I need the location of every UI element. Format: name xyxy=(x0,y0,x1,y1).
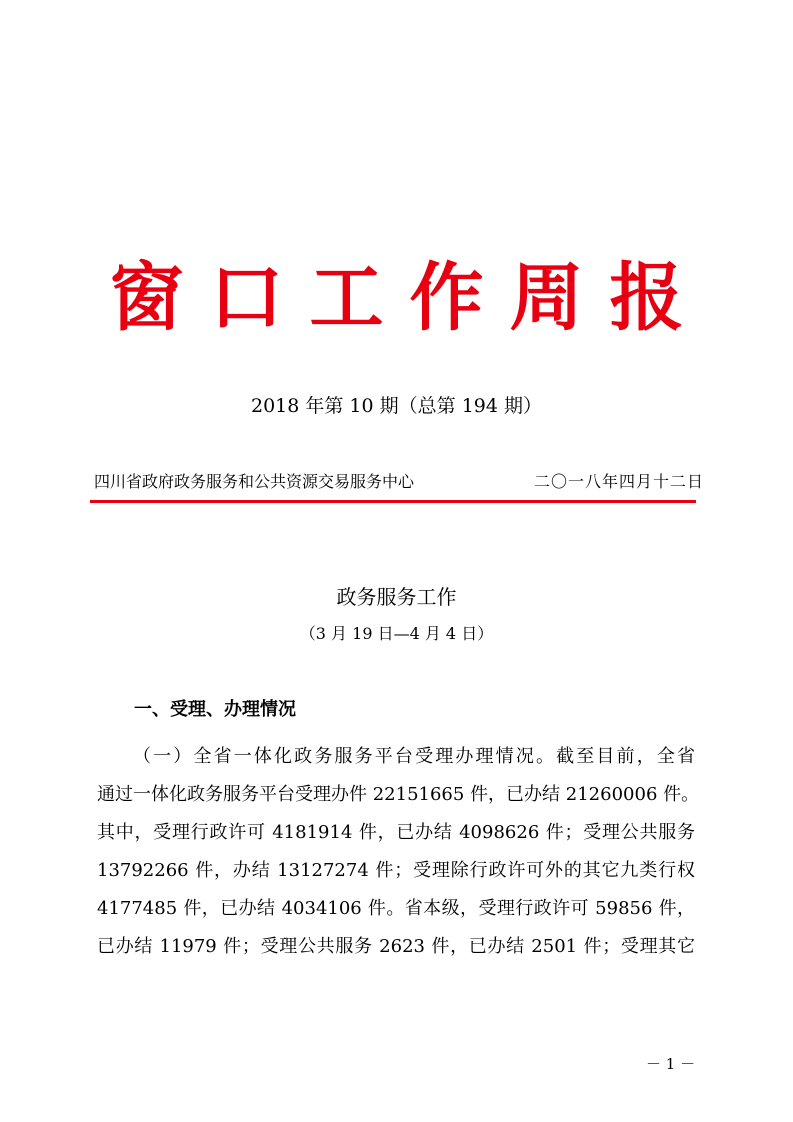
paragraph-line: 通过一体化政务服务平台受理办件 22151665 件，已办结 21260006 件。 xyxy=(97,784,700,805)
paragraph-line: 13792266 件，办结 13127274 件；受理除行政许可外的其它九类行权 xyxy=(97,860,695,881)
heading-acceptance-processing: 一、受理、办理情况 xyxy=(134,699,296,720)
body-paragraph xyxy=(97,738,700,966)
section-title: 政务服务工作 xyxy=(336,585,457,609)
paragraph-line: 其中，受理行政许可 4181914 件，已办结 4098626 件；受理公共服务 xyxy=(97,822,695,843)
issue-number: 2018 年第 10 期（总第 194 期） xyxy=(251,395,542,417)
paragraph-line: （一）全省一体化政务服务平台受理办理情况。截至目前，全省 xyxy=(133,746,695,767)
paragraph-line: 4177485 件，已办结 4034106 件。省本级，受理行政许可 59856 件， xyxy=(97,898,695,919)
page-number: － 1 － xyxy=(646,1055,696,1073)
masthead-title xyxy=(0,248,793,348)
masthead-text: 窗口工作周报 xyxy=(109,255,710,341)
section-date-range: （3 月 19 日—4 月 4 日） xyxy=(299,624,494,643)
red-divider-line xyxy=(90,500,696,503)
issue-date: 二〇一八年四月十二日 xyxy=(534,472,705,491)
issuer-name: 四川省政府政务服务和公共资源交易服务中心 xyxy=(94,472,415,491)
paragraph-line: 已办结 11979 件；受理公共服务 2623 件，已办结 2501 件；受理其它 xyxy=(97,936,695,957)
